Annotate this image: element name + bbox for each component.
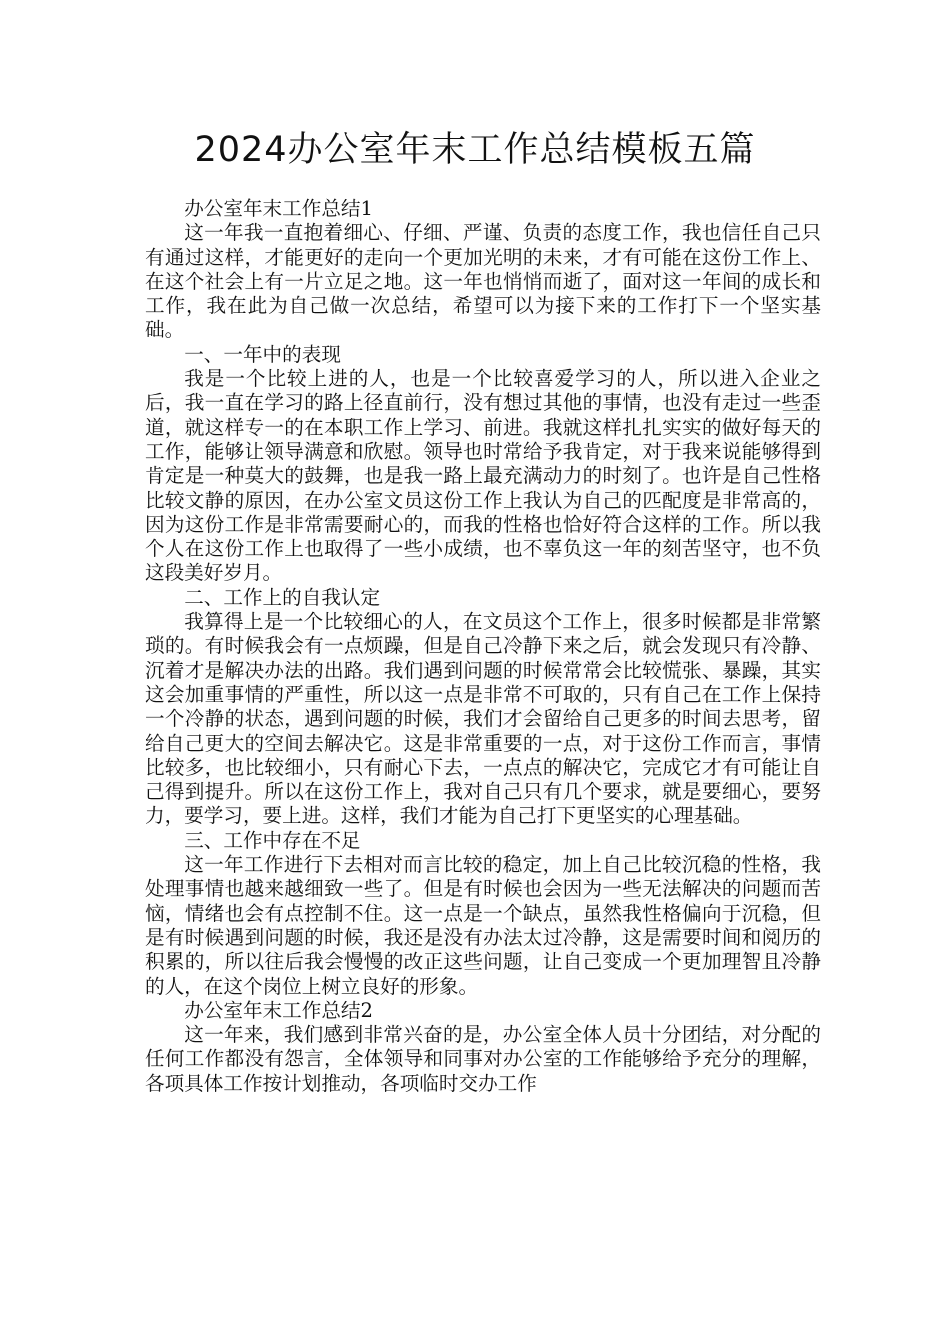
section-heading: 三、工作中存在不足 bbox=[184, 828, 361, 852]
section-heading: 办公室年末工作总结2 bbox=[184, 998, 373, 1022]
body-paragraph: 这一年来，我们感到非常兴奋的是，办公室全体人员十分团结，对分配的任何工作都没有怨言，全体领导和同事对办公室的工作能够给予充分的理解，各项具体工作按计划推动，各项临时交办工作 bbox=[145, 1023, 821, 1095]
document-body bbox=[145, 197, 821, 1096]
body-paragraph: 这一年我一直抱着细心、仔细、严谨、负责的态度工作，我也信任自己只有通过这样，才能更好的走向一个更加光明的未来，才有可能在这份工作上、在这个社会上有一片立足之地。这一年也悄悄而逝了，面对这一年间的成长和工作，我在此为自己做一次总结，希望可以为接下来的工作打下一个坚实基础。 bbox=[145, 221, 821, 342]
section-heading: 一、一年中的表现 bbox=[184, 342, 341, 366]
document-title: 2024办公室年末工作总结模板五篇 bbox=[194, 130, 756, 170]
body-paragraph: 这一年工作进行下去相对而言比较的稳定，加上自己比较沉稳的性格，我处理事情也越来越细致一些了。但是有时候也会因为一些无法解决的问题而苦恼，情绪也会有点控制不住。这一点是一个缺点，虽然我性格偏向于沉稳，但是有时候遇到问题的时候，我还是没有办法太过冷静，这是需要时间和阅历的积累的，所以往后我会慢慢的改正这些问题，让自己变成一个更加理智且冷静的人，在这个岗位上树立良好的形象。 bbox=[145, 853, 821, 998]
section-heading: 二、工作上的自我认定 bbox=[184, 585, 381, 609]
body-paragraph: 我算得上是一个比较细心的人，在文员这个工作上，很多时候都是非常繁琐的。有时候我会有一点烦躁，但是自己冷静下来之后，就会发现只有冷静、沉着才是解决办法的出路。我们遇到问题的时候常常会比较慌张、暴躁，其实这会加重事情的严重性，所以这一点是非常不可取的，只有自己在工作上保持一个冷静的状态，遇到问题的时候，我们才会留给自己更多的时间去思考，留给自己更大的空间去解决它。这是非常重要的一点，对于这份工作而言，事情比较多，也比较细小，只有耐心下去，一点点的解决它，完成它才有可能让自己得到提升。所以在这份工作上，我对自己只有几个要求，就是要细心，要努力，要学习，要上进。这样，我们才能为自己打下更坚实的心理基础。 bbox=[145, 610, 821, 828]
body-paragraph: 我是一个比较上进的人，也是一个比较喜爱学习的人，所以进入企业之后，我一直在学习的路上径直前行，没有想过其他的事情，也没有走过一些歪道，就这样专一的在本职工作上学习、前进。我就这样扎扎实实的做好每天的工作，能够让领导满意和欣慰。领导也时常给予我肯定，对于我来说能够得到肯定是一种莫大的鼓舞，也是我一路上最充满动力的时刻了。也许是自己性格比较文静的原因，在办公室文员这份工作上我认为自己的匹配度是非常高的，因为这份工作是非常需要耐心的，而我的性格也恰好符合这样的工作。所以我个人在这份工作上也取得了一些小成绩，也不辜负这一年的刻苦坚守，也不负这段美好岁月。 bbox=[145, 367, 821, 585]
section-heading: 办公室年末工作总结1 bbox=[184, 197, 373, 220]
